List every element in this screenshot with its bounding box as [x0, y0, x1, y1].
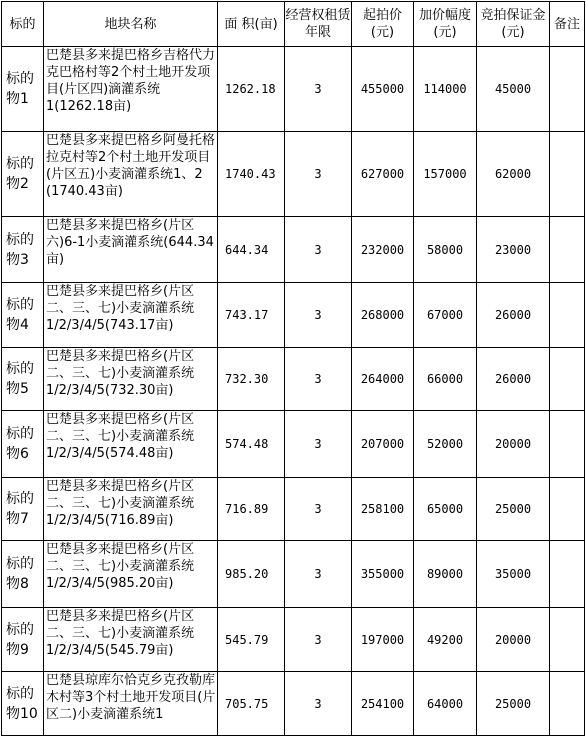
table-row — [2, 217, 585, 283]
table-row — [2, 348, 585, 411]
lot-label: 标的物10 — [2, 672, 44, 736]
lease-years-value: 3 — [285, 541, 352, 608]
increment-value: 58000 — [414, 217, 477, 283]
start-price-value: 627000 — [352, 132, 414, 217]
start-price-value: 258100 — [352, 478, 414, 541]
area-value: 644.34 — [218, 217, 285, 283]
lease-years-value: 3 — [285, 132, 352, 217]
area-value: 545.79 — [218, 608, 285, 672]
area-value: 1262.18 — [218, 47, 285, 132]
lot-label: 标的物5 — [2, 348, 44, 411]
deposit-value: 23000 — [477, 217, 550, 283]
deposit-value: 26000 — [477, 348, 550, 411]
parcel-name: 巴楚县琼库尔恰克乡克孜勒库木村等3个村土地开发项目(片区二)小麦滴灌系统1 — [44, 672, 218, 736]
increment-value: 64000 — [414, 672, 477, 736]
area-value: 716.89 — [218, 478, 285, 541]
parcel-name: 巴楚县多来提巴格乡(片区二、三、七)小麦滴灌系统1/2/3/4/5(732.30亩) — [44, 348, 218, 411]
deposit-value: 62000 — [477, 132, 550, 217]
auction-lots-table — [1, 1, 585, 736]
lot-label: 标的物4 — [2, 283, 44, 348]
parcel-name: 巴楚县多来提巴格乡(片区二、三、七)小麦滴灌系统1/2/3/4/5(716.89亩) — [44, 478, 218, 541]
increment-value: 157000 — [414, 132, 477, 217]
deposit-value: 45000 — [477, 47, 550, 132]
remarks-value — [550, 478, 585, 541]
deposit-value: 20000 — [477, 411, 550, 478]
start-price-value: 254100 — [352, 672, 414, 736]
deposit-value: 25000 — [477, 672, 550, 736]
lease-years-value: 3 — [285, 478, 352, 541]
table-row — [2, 541, 585, 608]
header-name: 地块名称 — [44, 2, 218, 47]
start-price-value: 355000 — [352, 541, 414, 608]
lot-label: 标的物1 — [2, 47, 44, 132]
parcel-name: 巴楚县多来提巴格乡(片区六)6-1小麦滴灌系统(644.34亩) — [44, 217, 218, 283]
header-lease-years: 经营权租赁年限 — [285, 2, 352, 47]
table-row — [2, 132, 585, 217]
lease-years-value: 3 — [285, 283, 352, 348]
increment-value: 52000 — [414, 411, 477, 478]
area-value: 985.20 — [218, 541, 285, 608]
table-row — [2, 47, 585, 132]
table-body — [2, 2, 585, 736]
area-value: 743.17 — [218, 283, 285, 348]
lot-label: 标的物7 — [2, 478, 44, 541]
lease-years-value: 3 — [285, 608, 352, 672]
area-value: 732.30 — [218, 348, 285, 411]
lease-years-value: 3 — [285, 348, 352, 411]
header-area: 面 积(亩) — [218, 2, 285, 47]
table-row — [2, 608, 585, 672]
start-price-value: 207000 — [352, 411, 414, 478]
lot-label: 标的物3 — [2, 217, 44, 283]
increment-value: 65000 — [414, 478, 477, 541]
lease-years-value: 3 — [285, 47, 352, 132]
header-deposit: 竞拍保证金(元) — [477, 2, 550, 47]
table-row — [2, 411, 585, 478]
lot-label: 标的物6 — [2, 411, 44, 478]
lot-label: 标的物2 — [2, 132, 44, 217]
start-price-value: 268000 — [352, 283, 414, 348]
remarks-value — [550, 132, 585, 217]
area-value: 574.48 — [218, 411, 285, 478]
area-value: 705.75 — [218, 672, 285, 736]
lease-years-value: 3 — [285, 217, 352, 283]
remarks-value — [550, 608, 585, 672]
remarks-value — [550, 47, 585, 132]
deposit-value: 20000 — [477, 608, 550, 672]
lease-years-value: 3 — [285, 411, 352, 478]
remarks-value — [550, 217, 585, 283]
start-price-value: 264000 — [352, 348, 414, 411]
remarks-value — [550, 348, 585, 411]
lot-label: 标的物9 — [2, 608, 44, 672]
start-price-value: 455000 — [352, 47, 414, 132]
remarks-value — [550, 672, 585, 736]
remarks-value — [550, 411, 585, 478]
deposit-value: 26000 — [477, 283, 550, 348]
increment-value: 49200 — [414, 608, 477, 672]
header-start-price: 起拍价(元) — [352, 2, 414, 47]
remarks-value — [550, 541, 585, 608]
parcel-name: 巴楚县多来提巴格乡(片区二、三、七)小麦滴灌系统1/2/3/4/5(743.17亩) — [44, 283, 218, 348]
parcel-name: 巴楚县多来提巴格乡(片区二、三、七)小麦滴灌系统1/2/3/4/5(545.79亩) — [44, 608, 218, 672]
header-lot: 标的 — [2, 2, 44, 47]
deposit-value: 35000 — [477, 541, 550, 608]
start-price-value: 232000 — [352, 217, 414, 283]
table-row — [2, 283, 585, 348]
header-increment: 加价幅度(元) — [414, 2, 477, 47]
increment-value: 114000 — [414, 47, 477, 132]
table-row — [2, 672, 585, 736]
increment-value: 89000 — [414, 541, 477, 608]
parcel-name: 巴楚县多来提巴格乡吉格代力克巴格村等2个村土地开发项目(片区四)滴灌系统 1(1262.18亩) — [44, 47, 218, 132]
lot-label: 标的物8 — [2, 541, 44, 608]
remarks-value — [550, 283, 585, 348]
area-value: 1740.43 — [218, 132, 285, 217]
header-row — [2, 2, 585, 47]
header-remarks: 备注 — [550, 2, 585, 47]
increment-value: 67000 — [414, 283, 477, 348]
parcel-name: 巴楚县多来提巴格乡(片区二、三、七)小麦滴灌系统1/2/3/4/5(985.20亩) — [44, 541, 218, 608]
increment-value: 66000 — [414, 348, 477, 411]
table-row — [2, 478, 585, 541]
lease-years-value: 3 — [285, 672, 352, 736]
parcel-name: 巴楚县多来提巴格乡(片区二、三、七)小麦滴灌系统1/2/3/4/5(574.48亩) — [44, 411, 218, 478]
parcel-name: 巴楚县多来提巴格乡阿曼托格拉克村等2个村土地开发项目(片区五)小麦滴灌系统1、2 (1740.43亩) — [44, 132, 218, 217]
start-price-value: 197000 — [352, 608, 414, 672]
deposit-value: 25000 — [477, 478, 550, 541]
